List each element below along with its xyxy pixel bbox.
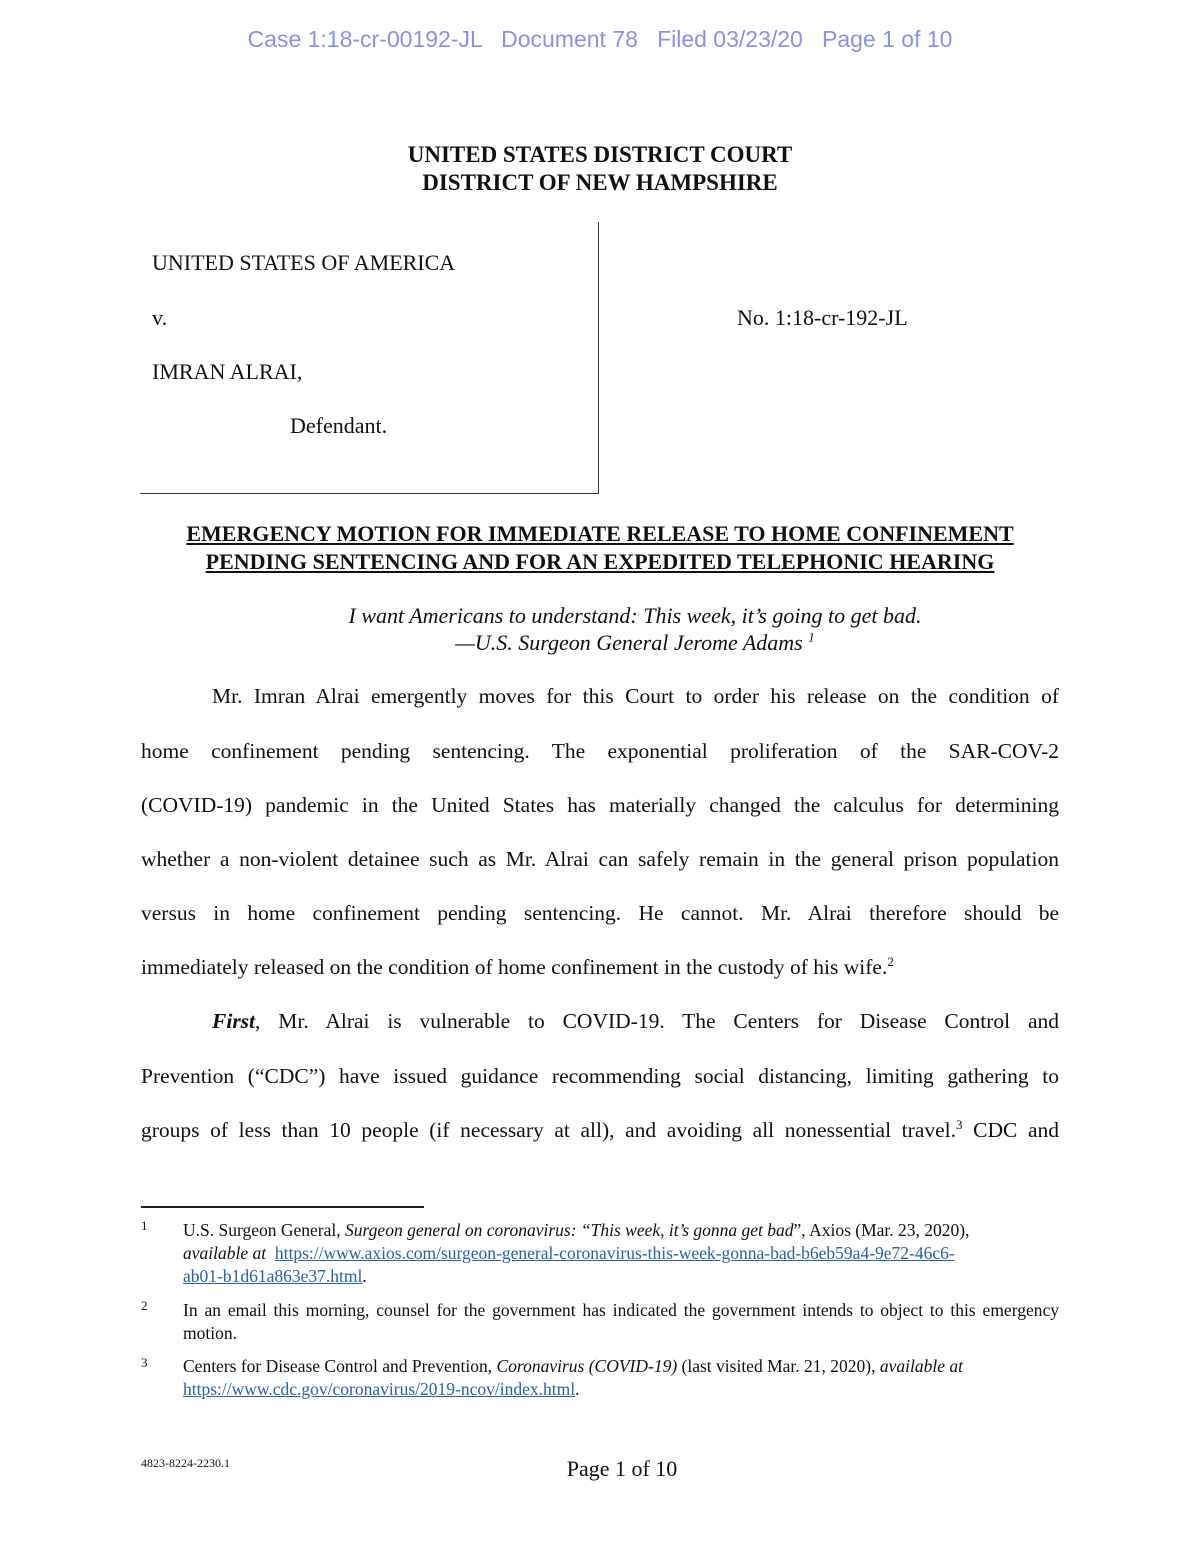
footnote-2: In an email this morning, counsel for the government has indicated the government intends to object to this emergency motion. <box>183 1300 1059 1343</box>
caption-defendant-role: Defendant. <box>290 413 388 438</box>
caption-divider-horizontal <box>140 493 599 494</box>
body-line: home confinement pending sentencing. The exponential proliferation of the SAR-COV-2 <box>141 739 1059 763</box>
body-line: groups of less than 10 people (if necessary at all), and avoiding all nonessential travel.$^3$ CDC and <box>141 1116 1060 1142</box>
emphasis-first: First <box>212 1009 256 1033</box>
footnote-3: Centers for Disease Control and Prevention, Coronavirus (COVID-19) (last visited Mar. 21, 2020), available at https://www.cdc.gov/coronavirus/2019-ncov/index.html. <box>183 1356 963 1399</box>
footnote-number: 1 <box>141 1218 148 1233</box>
footnote-number: 2 <box>141 1298 148 1313</box>
body-line: (COVID-19) pandemic in the United States has materially changed the calculus for determining <box>141 793 1059 817</box>
court-district: DISTRICT OF NEW HAMPSHIRE <box>422 170 778 195</box>
body-line: Prevention (“CDC”) have issued guidance recommending social distancing, limiting gathering to <box>141 1064 1059 1088</box>
page-number: Page 1 of 10 <box>566 1456 678 1481</box>
body-line: Mr. Imran Alrai emergently moves for this Court to order his release on the condition of <box>212 684 1059 708</box>
motion-title-line1: EMERGENCY MOTION FOR IMMEDIATE RELEASE TO HOME CONFINEMENT <box>186 521 1014 546</box>
footnote-ref-1[interactable]: 1 <box>808 629 815 645</box>
footnote-3-link[interactable]: https://www.cdc.gov/coronavirus/2019-ncov/index.html <box>183 1379 576 1399</box>
court-name: UNITED STATES DISTRICT COURT <box>407 142 793 167</box>
footnote-1-link-cont[interactable]: ab01-b1d61a863e37.html <box>183 1266 363 1286</box>
caption-defendant: IMRAN ALRAI, <box>152 359 303 384</box>
footnote-ref-2[interactable]: 2 <box>887 953 894 969</box>
body-line: immediately released on the condition of home confinement in the custody of his wife.$^2$ <box>141 953 894 979</box>
document-id: 4823-8224-2230.1 <box>141 1456 230 1470</box>
footnote-1: U.S. Surgeon General, Surgeon general on coronavirus: “This week, it’s gonna get bad”, Axios (Mar. 23, 2020), available at https://www.axios.com/surgeon-general-coronavirus-this-week-gonna-bad-b6eb59a4-9e72-46c6- ab01-b1d61a863e37.html. <box>183 1220 970 1286</box>
epigraph-attribution: —U.S. Surgeon General Jerome Adams $^1$ <box>455 629 815 655</box>
epigraph-quote: I want Americans to understand: This week, it’s going to get bad. <box>348 603 922 628</box>
body-line: First, Mr. Alrai is vulnerable to COVID-19. The Centers for Disease Control and <box>212 1009 1059 1033</box>
motion-title-line2: PENDING SENTENCING AND FOR AN EXPEDITED TELEPHONIC HEARING <box>205 549 995 574</box>
caption-plaintiff: UNITED STATES OF AMERICA <box>152 250 456 275</box>
footnote-1-link[interactable]: https://www.axios.com/surgeon-general-coronavirus-this-week-gonna-bad-b6eb59a4-9e72-46c6- <box>274 1243 955 1263</box>
caption-divider-vertical <box>598 222 599 494</box>
footnote-separator <box>141 1206 424 1208</box>
footnote-number: 3 <box>141 1355 148 1370</box>
body-line: versus in home confinement pending sentencing. He cannot. Mr. Alrai therefore should be <box>141 901 1059 925</box>
body-line: whether a non-violent detainee such as Mr. Alrai can safely remain in the general prison population <box>141 847 1059 871</box>
footnote-ref-3[interactable]: 3 <box>956 1116 963 1132</box>
caption-versus: v. <box>152 305 168 330</box>
case-header-stamp: Case 1:18-cr-00192-JL Document 78 Filed 03/23/20 Page 1 of 10 <box>247 26 953 52</box>
case-number: No. 1:18-cr-192-JL <box>737 305 908 330</box>
